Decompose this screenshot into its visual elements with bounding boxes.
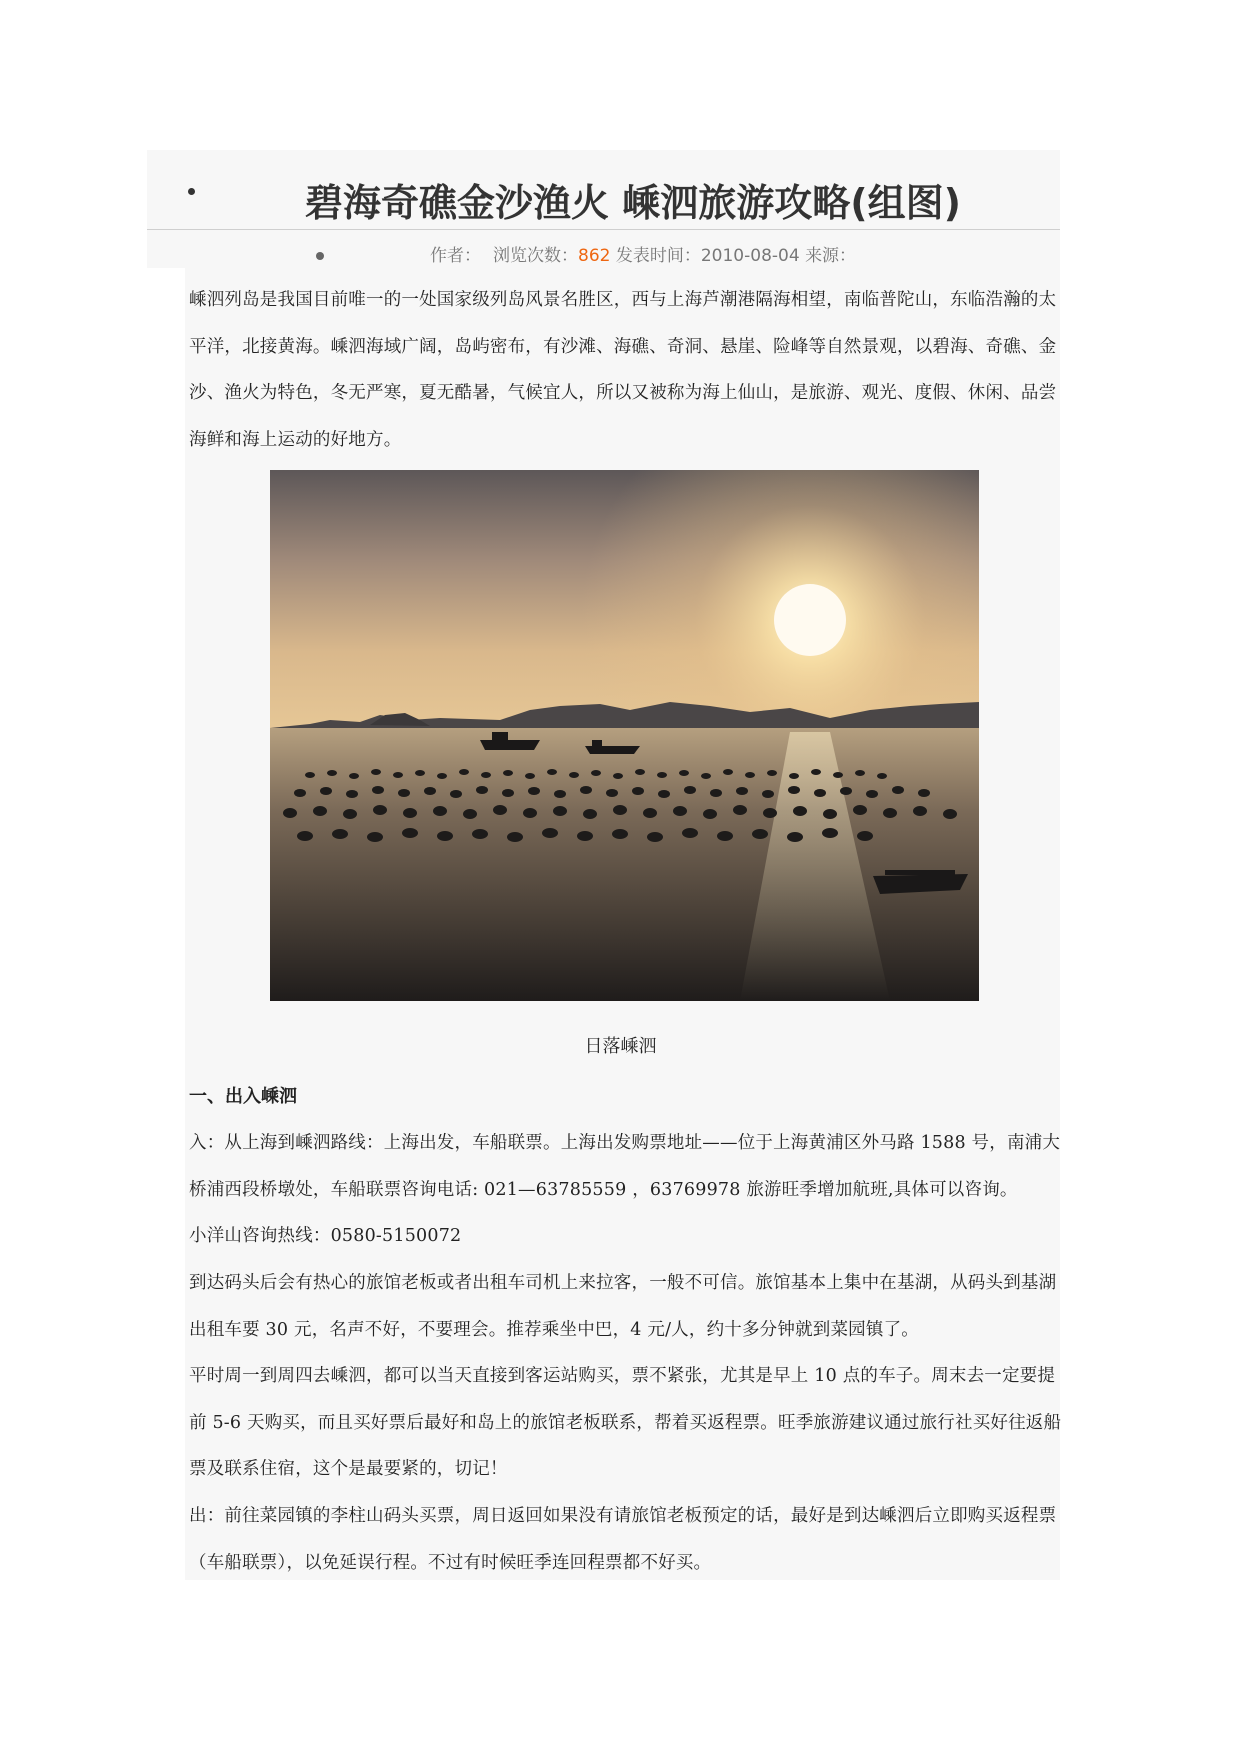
title-bullet-icon [188,188,195,195]
paragraph-exit: 出：前往菜园镇的李柱山码头买票，周日返回如果没有请旅馆老板预定的话，最好是到达嵊泗后立即购买返程票（车船联票），以免延误行程。不过有时候旺季连回程票都不好买。 [189,1506,1057,1573]
paragraph-hotline: 小洋山咨询热线：0580-5150072 [189,1226,462,1246]
article-title: 碧海奇礁金沙渔火 嵊泗旅游攻略(组图) [305,181,961,225]
photo-caption: 日落嵊泗 [584,1036,657,1057]
sunset-photo [270,470,979,1001]
paragraph-enter: 入：从上海到嵊泗路线：上海出发，车船联票。上海出发购票地址——位于上海黄浦区外马路 1588 号，南浦大桥浦西段桥墩处，车船联票咨询电话: 021—63785559 ，63769978 旅游旺季增加航班,具体可以咨询。 [189,1133,1061,1200]
publish-date: 2010-08-04 [700,246,800,266]
source-label: 来源： [805,246,857,266]
intro-paragraph: 嵊泗列岛是我国目前唯一的一处国家级列岛风景名胜区，西与上海芦潮港隔海相望，南临普陀山，东临浩瀚的太平洋，北接黄海。嵊泗海域广阔，岛屿密布，有沙滩、海礁、奇洞、悬崖、险峰等自然景观，以碧海、奇礁、金沙、渔火为特色，冬无严寒，夏无酷暑，气候宜人，所以又被称为海上仙山，是旅游、观光、度假、休闲、品尝海鲜和海上运动的好地方。 [189,290,1057,450]
paragraph-dock: 到达码头后会有热心的旅馆老板或者出租车司机上来拉客，一般不可信。旅馆基本上集中在基湖，从码头到基湖出租车要 30 元，名声不好，不要理会。推荐乘坐中巴，4 元/人，约十多分钟就到菜园镇了。 [189,1273,1057,1340]
views-count: 862 [578,246,611,266]
meta-bullet-icon [316,252,324,260]
date-label: 发表时间： [615,246,701,266]
section-heading-transport: 一、出入嵊泗 [189,1086,297,1107]
views-label: 浏览次数： [493,246,578,266]
article-meta [430,244,856,268]
author-label: 作者： [430,246,481,266]
paragraph-weekday: 平时周一到周四去嵊泗，都可以当天直接到客运站购买，票不紧张，尤其是早上 10 点的车子。周末去一定要提前 5-6 天购买，而且买好票后最好和岛上的旅馆老板联系，帮着买返程票。旺季旅游建议通过旅行社买好往返船票及联系住宿，这个是最要紧的，切记！ [189,1366,1062,1479]
